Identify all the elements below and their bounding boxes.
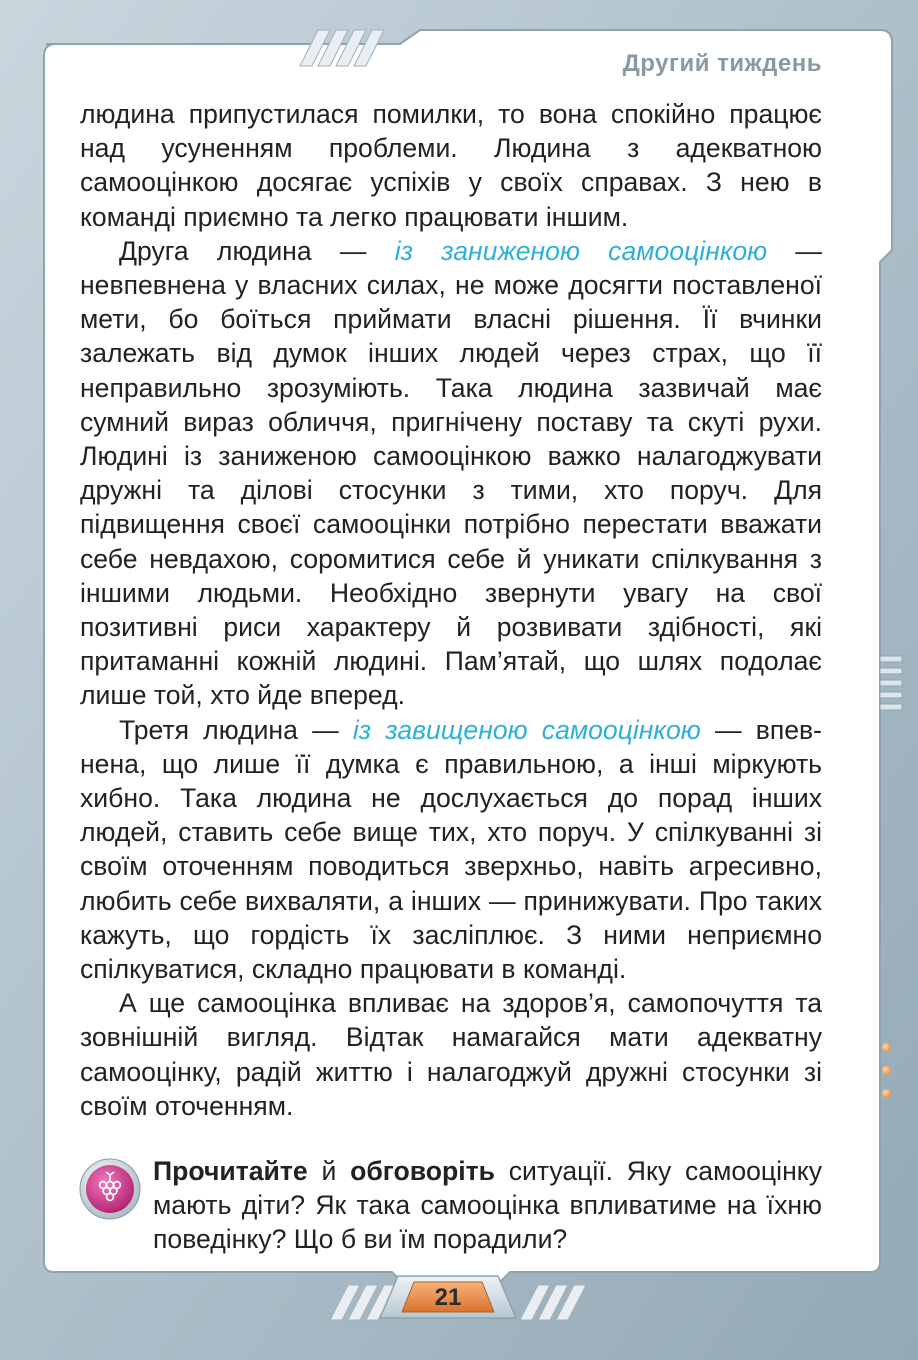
section-title: Другий тиждень bbox=[622, 50, 822, 77]
paragraph-text: — невпевнена у власних силах, не може досягти поставленої мети, бо боїться приймати власні рішення. Її вчинки залежать від думок інших людей через страх, що її неправильно зрозуміють. Така людина зазвичай має сумний вираз обличчя, пригнічену поставу та скуті рухи. Людині із заниженою самооцінкою важко налагоджувати дружні та ділові стосунки з тими, хто поруч. Для підвищення своєї самооцінки потрібно перестати вважати себе невдахою, соромитися себе й уникати спілкування з іншими людьми. Необхідно звернути увагу на свої позитивні риси характеру й розвивати здібності, які притаманні кожній людині. Пам’ятай, що шлях подолає лише той, хто йде вперед. bbox=[80, 235, 823, 711]
dot bbox=[882, 1089, 891, 1098]
page-number: 21 bbox=[434, 1284, 462, 1311]
paragraph-text: — впевнена, що лише її думка є правильною, а інші міркують хибно. Така людина не дослухається до порад інших людей, ставить себе вище тих, хто поруч. У спілкуванні зі своїм оточенням поводиться зверхньо, навіть агресивно, любить себе вихваляти, а інших — принижувати. Про таких кажуть, що гордість їх засліплює. З ними неприємно спілкуватися, складно працювати в команді. bbox=[80, 714, 822, 985]
paragraph-text: людина припустилася помилки, то вона спокійно працює над усуненням проблеми. Людина з адекватною самооцінкою досягає успіхів у своїх справах. З нею в команді приємно та легко працювати іншим. bbox=[80, 99, 822, 232]
paragraph bbox=[80, 234, 822, 713]
main-text bbox=[80, 97, 822, 1123]
dot bbox=[882, 1066, 891, 1075]
highlighted-term: із заниженою самооцінкою bbox=[394, 235, 768, 266]
decorative-dots bbox=[882, 1043, 894, 1112]
task-question: ситуації. Яку самооцінку мають діти? Як така самооцінка впливатиме на їхню поведінку? Що б ви їм порадили? bbox=[153, 1156, 822, 1255]
task-verb: Прочитайте bbox=[153, 1156, 308, 1186]
paragraph bbox=[80, 97, 822, 234]
task-text bbox=[153, 1154, 822, 1257]
discussion-icon bbox=[79, 1158, 141, 1220]
paragraph-text: А ще самооцінка впливає на здоров’я, самопочуття та зовнішній вигляд. Відтак намагайся мати адекватну самооцінку, радій життю і налагоджуй дружні стосунки зі своїм оточенням. bbox=[80, 988, 822, 1121]
highlighted-term: із завищеною самооцінкою bbox=[352, 714, 701, 745]
paragraph-text: Третя людина — bbox=[119, 714, 353, 745]
task-connector: й bbox=[307, 1156, 351, 1186]
dot bbox=[882, 1043, 891, 1052]
paragraph-text: Друга людина — bbox=[119, 235, 395, 266]
task-verb: обговоріть bbox=[350, 1156, 495, 1186]
paragraph bbox=[80, 986, 822, 1123]
paragraph bbox=[80, 713, 822, 987]
